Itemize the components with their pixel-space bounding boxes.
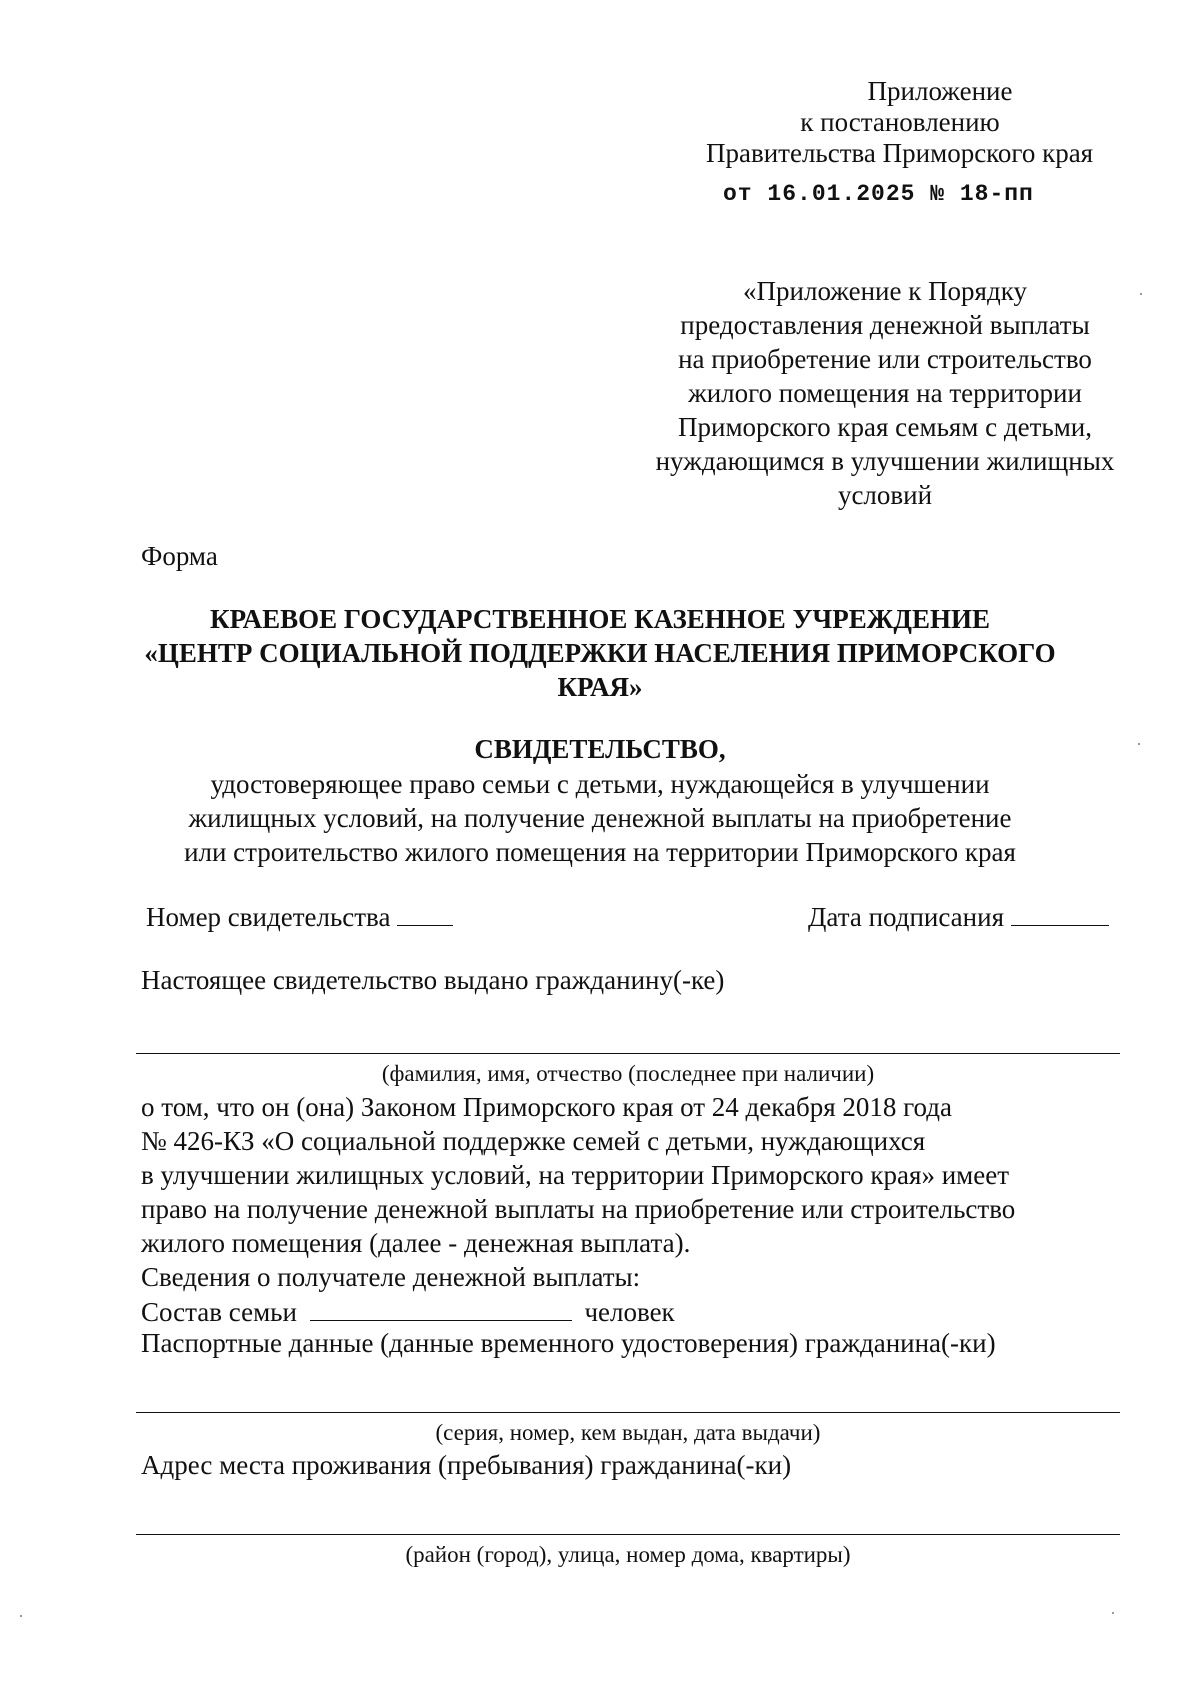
order-appendix-line-1: «Приложение к Порядку <box>743 276 1027 306</box>
scan-speck <box>1112 1612 1114 1614</box>
certificate-subtitle-3: или строительство жилого помещения на территории Приморского края <box>184 837 1016 867</box>
passport-line[interactable] <box>136 1412 1120 1413</box>
scan-speck <box>1140 293 1142 295</box>
address-label: Адрес места проживания (пребывания) гражданина(-ки) <box>141 1450 792 1480</box>
scan-speck <box>1138 743 1140 745</box>
family-size-blank[interactable] <box>310 1292 572 1321</box>
certificate-number-blank[interactable] <box>397 897 453 926</box>
address-caption: (район (город), улица, номер дома, квартиры) <box>405 1542 851 1567</box>
family-size-unit: человек <box>584 1297 675 1327</box>
order-appendix-line-6: нуждающимся в улучшении жилищных <box>655 446 1115 476</box>
body-line-2: № 426-КЗ «О социальной поддержке семей с детьми, нуждающихся <box>141 1126 926 1156</box>
certificate-number-label: Номер свидетельства <box>146 902 391 932</box>
body-line-1: о том, что он (она) Законом Приморского края от 24 декабря 2018 года <box>141 1092 952 1122</box>
form-label: Форма <box>141 541 218 571</box>
fio-caption: (фамилия, имя, отчество (последнее при наличии) <box>381 1061 875 1086</box>
body-line-5: жилого помещения (далее - денежная выплата). <box>141 1228 691 1258</box>
signing-date-blank[interactable] <box>1011 897 1109 926</box>
passport-label: Паспортные данные (данные временного удостоверения) гражданина(-ки) <box>141 1328 996 1358</box>
recipient-info-label: Сведения о получателе денежной выплаты: <box>141 1262 641 1292</box>
appendix-date-number: от 16.01.2025 № 18-пп <box>723 181 1034 207</box>
appendix-line-2: к постановлению <box>800 107 1000 137</box>
order-appendix-line-2: предоставления денежной выплаты <box>680 310 1090 340</box>
institution-line-3: КРАЯ» <box>557 672 643 702</box>
scan-speck <box>20 1615 22 1617</box>
order-appendix-line-7: условий <box>837 480 933 510</box>
issued-to-label: Настоящее свидетельство выдано гражданину(-ке) <box>141 965 725 995</box>
order-appendix-line-5: Приморского края семьям с детьми, <box>678 412 1092 442</box>
body-line-3: в улучшении жилищных условий, на территории Приморского края» имеет <box>141 1160 1009 1190</box>
signing-date-field <box>808 897 1109 935</box>
fio-line[interactable] <box>136 1053 1120 1054</box>
certificate-title: СВИДЕТЕЛЬСТВО, <box>474 734 726 764</box>
certificate-number-field <box>146 897 453 935</box>
passport-caption: (серия, номер, кем выдан, дата выдачи) <box>435 1420 821 1445</box>
appendix-line-3: Правительства Приморского края <box>706 138 1094 168</box>
appendix-line-1: Приложение <box>867 76 1013 106</box>
order-appendix-line-3: на приобретение или строительство <box>678 344 1092 374</box>
certificate-subtitle-1: удостоверяющее право семьи с детьми, нуждающейся в улучшении <box>210 769 990 799</box>
signing-date-label: Дата подписания <box>808 902 1004 932</box>
order-appendix-line-4: жилого помещения на территории <box>688 378 1082 408</box>
family-size-label: Состав семьи <box>141 1297 297 1327</box>
certificate-subtitle-2: жилищных условий, на получение денежной выплаты на приобретение <box>188 803 1012 833</box>
institution-line-1: КРАЕВОЕ ГОСУДАРСТВЕННОЕ КАЗЕННОЕ УЧРЕЖДЕНИЕ <box>210 604 990 634</box>
body-line-4: право на получение денежной выплаты на приобретение или строительство <box>141 1194 1016 1224</box>
address-line[interactable] <box>136 1534 1120 1535</box>
institution-line-2: «ЦЕНТР СОЦИАЛЬНОЙ ПОДДЕРЖКИ НАСЕЛЕНИЯ ПРИМОРСКОГО <box>144 638 1056 668</box>
